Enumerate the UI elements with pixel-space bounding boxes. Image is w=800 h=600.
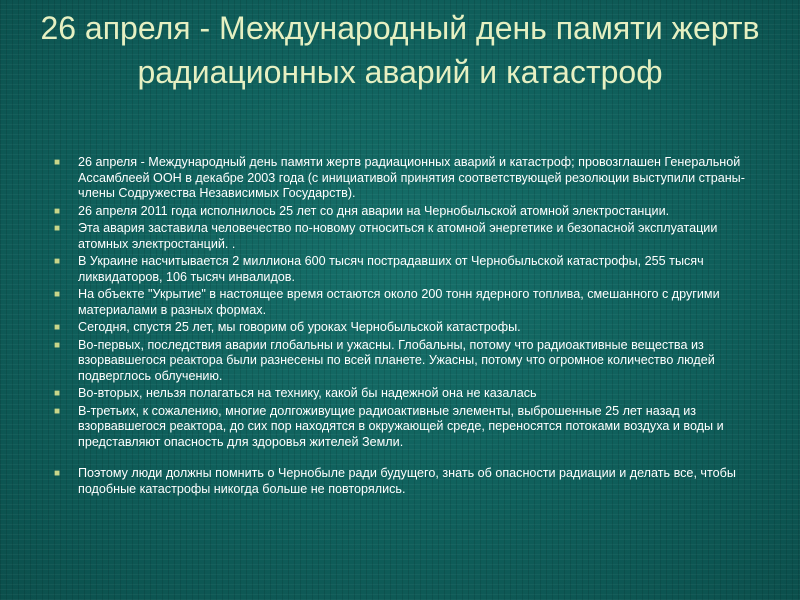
list-item-text: Сегодня, спустя 25 лет, мы говорим об уроках Чернобыльской катастрофы.	[78, 320, 521, 334]
square-bullet-icon: ■	[54, 339, 61, 351]
square-bullet-icon: ■	[54, 205, 61, 217]
bullet-list	[54, 155, 754, 499]
list-item	[54, 287, 754, 318]
list-item	[54, 404, 754, 451]
list-item-text: В-третьих, к сожалению, многие долгоживущие радиоактивные элементы, выброшенные 25 лет назад из взорвавшегося реактора, до сих пор находятся в окружающей среде, переносятся потоками воздуха и воды и представляют опасность для здоровья жителей Земли.	[78, 403, 724, 449]
list-item	[54, 254, 754, 285]
square-bullet-icon: ■	[54, 388, 61, 399]
square-bullet-icon: ■	[54, 223, 61, 234]
list-item-text: 26 апреля - Международный день памяти жертв радиационных аварий и катастроф; провозглашен Генеральной Ассамблеей ООН в декабре 2003 года (с инициативой принятия соответствующей резолюции выступили страны-члены Содружества Независимых Государств).	[78, 155, 745, 200]
slide-title: 26 апреля - Международный день памяти жертв радиационных аварий и катастроф	[40, 10, 760, 90]
list-item-text: Во-вторых, нельзя полагаться на технику, какой бы надежной она не казалась	[78, 386, 537, 400]
square-bullet-icon: ■	[54, 322, 61, 333]
square-bullet-icon: ■	[54, 256, 61, 267]
list-item	[54, 320, 754, 336]
list-item	[54, 386, 754, 402]
list-item	[54, 338, 754, 385]
square-bullet-icon: ■	[54, 157, 61, 168]
list-item	[54, 204, 754, 220]
square-bullet-icon: ■	[54, 289, 61, 300]
list-item-text: На объекте "Укрытие" в настоящее время остаются около 200 тонн ядерного топлива, смешанного с другими материалами в разных формах.	[78, 287, 720, 317]
list-item-text: 26 апреля 2011 года исполнилось 25 лет со дня аварии на Чернобыльской атомной электростанции.	[78, 203, 670, 218]
square-bullet-icon: ■	[54, 405, 61, 417]
list-item-text: Поэтому люди должны помнить о Чернобыле ради будущего, знать об опасности радиации и делать все, чтобы подобные катастрофы никогда больше не повторялись.	[78, 466, 736, 496]
list-item	[54, 155, 754, 202]
list-item	[54, 221, 754, 252]
list-item-text: Эта авария заставила человечество по-новому относиться к атомной энергетике и безопасной эксплуатации атомных электростанций. .	[78, 221, 718, 251]
list-item-text: В Украине насчитывается 2 миллиона 600 тысяч пострадавших от Чернобыльской катастрофы, 255 тысяч ликвидаторов, 106 тысяч инвалидов.	[78, 254, 704, 284]
list-item-text: Во-первых, последствия аварии глобальны и ужасны. Глобальны, потому что радиоактивные вещества из взорвавшегося реактора были разнесены по всей планете. Ужасны, потому что огромное количество людей подверглось облучению.	[78, 337, 715, 383]
square-bullet-icon: ■	[54, 468, 61, 479]
list-item	[54, 466, 754, 497]
